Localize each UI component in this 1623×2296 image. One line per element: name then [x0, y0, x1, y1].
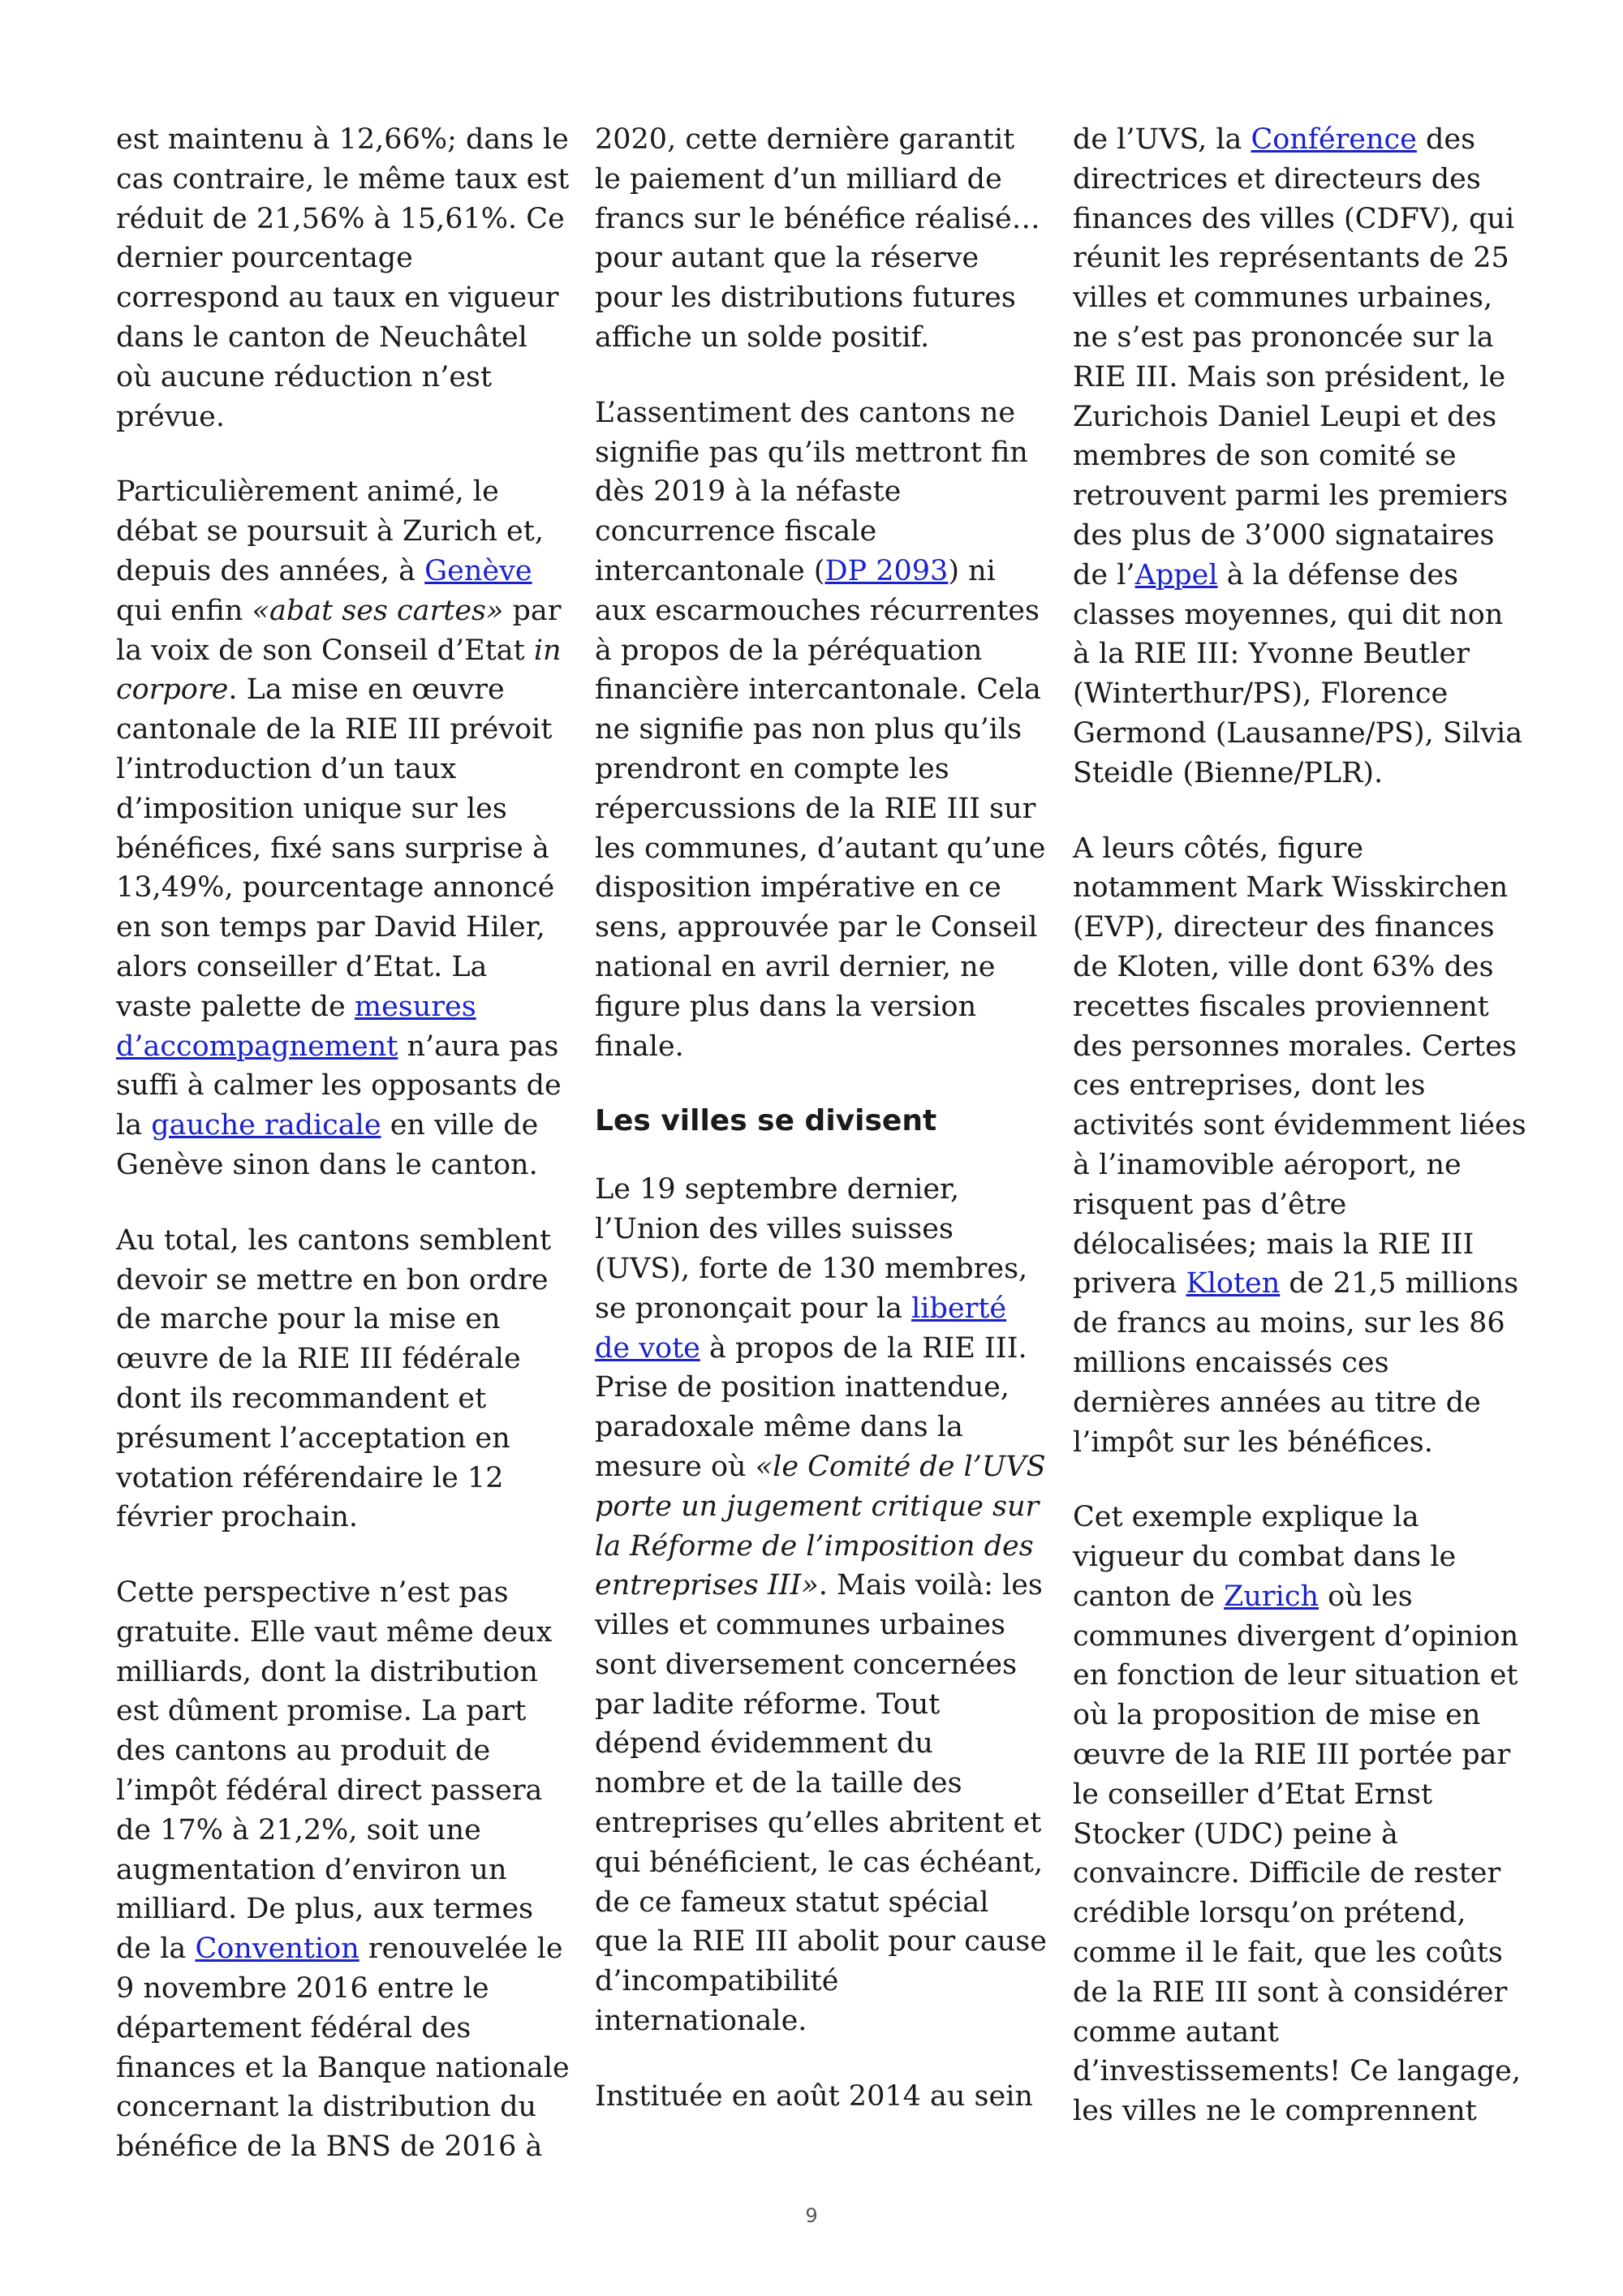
text-run: L’assentiment des cantons ne signifie pas qu’ils mettront fin dès 2019 à la néfaste concurrence fiscale intercantonale (	[595, 396, 1028, 587]
column-1	[116, 120, 570, 2203]
text-run: A leurs côtés, figure notamment Mark Wisskirchen (EVP), directeur des finances de Kloten, ville dont 63% des recettes fiscales proviennent des personnes morales. Certes ces entreprises, dont les activités sont évidemment liées à l’inamovible aéroport, ne risquent pas d’être délocalisées; mais la RIE III privera	[1073, 832, 1526, 1301]
link-dp-2093[interactable]: DP 2093	[824, 554, 949, 587]
paragraph	[116, 472, 570, 1185]
paragraph	[595, 1170, 1049, 2041]
text-run: à la défense des classes moyennes, qui dit non à la RIE III: Yvonne Beutler (Winterthur/PS), Florence Germond (Lausanne/PS), Silvia Steidle (Bienne/PLR).	[1073, 558, 1523, 789]
link-liberte-de-vote[interactable]: liberté de vote	[595, 1292, 1007, 1365]
text-run: Particulièrement animé, le débat se poursuit à Zurich et, depuis des années, à	[116, 475, 544, 587]
link-geneve[interactable]: Genève	[424, 554, 532, 587]
text-run: . La mise en œuvre cantonale de la RIE III prévoit l’introduction d’un taux d’imposition unique sur les bénéfices, fixé sans surprise à 13,49%, pourcentage annoncé en son temps par David Hiler, alors conseiller d’Etat. La vaste palette de	[116, 673, 555, 1023]
link-conference[interactable]: Conférence	[1251, 123, 1417, 156]
paragraph: Instituée en août 2014 au sein	[595, 2079, 1033, 2113]
quote: «le Comité de l’UVS porte un jugement critique sur la Réforme de l’imposition des entreprises III»	[595, 1450, 1046, 1602]
text-run: Le 19 septembre dernier, l’Union des villes suisses (UVS), forte de 130 membres, se prononçait pour la	[595, 1173, 1028, 1325]
link-kloten[interactable]: Kloten	[1186, 1267, 1281, 1301]
text-run: des directrices et directeurs des finances des villes (CDFV), qui réunit les représentants de 25 villes et communes urbaines, ne s’est pas prononcée sur la RIE III. Mais son président, le Zurichois Daniel Leupi et des membres de son comité se retrouvent parmi les premiers des plus de 3’000 signataires de l’	[1073, 123, 1515, 591]
link-mesures-accompagnement[interactable]: mesures d’accompagnement	[116, 990, 476, 1063]
paragraph	[1073, 120, 1527, 793]
column-3	[1073, 120, 1527, 2167]
text-run: Cet exemple explique la vigueur du combat dans le canton de	[1073, 1501, 1457, 1613]
text-run: de l’UVS, la	[1073, 123, 1251, 156]
column-2	[595, 120, 1049, 2152]
text-run: . Mais voilà: les villes et communes urbaines sont diversement concernées par ladite réforme. Tout dépend évidemment du nombre et de la taille des entreprises qu’elles abritent et qui bénéficient, le cas échéant, de ce fameux statut spécial que la RIE III abolit pour cause d’incompatibilité internationale.	[595, 1569, 1047, 2038]
text-run: qui enfin	[116, 594, 252, 627]
text-run: où les communes divergent d’opinion en fonction de leur situation et où la proposition de mise en œuvre de la RIE III portée par le conseiller d’Etat Ernst Stocker (UDC) peine à convaincre. Difficile de rester crédible lorsqu’on prétend, comme il le fait, que les coûts de la RIE III sont à considérer comme autant d’investissements! Ce langage, les villes ne le comprennent	[1073, 1580, 1522, 2128]
text-run: à propos de la RIE III. Prise de position inattendue, paradoxale même dans la mesure où	[595, 1331, 1027, 1483]
link-zurich[interactable]: Zurich	[1224, 1580, 1319, 1613]
paragraph: Au total, les cantons semblent devoir se mettre en bon ordre de marche pour la mise en œuvre de la RIE III fédérale dont ils recommandent et présument l’acceptation en votation référendaire le 12 février prochain.	[116, 1223, 552, 1534]
paragraph	[1073, 829, 1527, 1463]
paragraph	[116, 1573, 570, 2167]
text-run: renouvelée le 9 novembre 2016 entre le département fédéral des finances et la Banque nationale concernant la distribution du bénéfice de la BNS de 2016 à	[116, 1933, 570, 2164]
text-run: Cette perspective n’est pas gratuite. Elle vaut même deux milliards, dont la distribution est dûment promise. La part des cantons au produit de l’impôt fédéral direct passera de 17% à 21,2%, soit une augmentation d’environ un milliard. De plus, aux termes de la	[116, 1576, 553, 1966]
link-convention[interactable]: Convention	[195, 1933, 359, 1966]
paragraph	[1073, 1498, 1527, 2131]
quote: «abat ses cartes»	[252, 594, 504, 627]
text-run: en ville de Genève sinon dans le canton.	[116, 1109, 539, 1181]
link-appel[interactable]: Appel	[1134, 558, 1218, 591]
paragraph	[595, 393, 1049, 1067]
text-run: de 21,5 millions de francs au moins, sur les 86 millions encaissés ces dernières années au titre de l’impôt sur les bénéfices.	[1073, 1267, 1519, 1459]
link-gauche-radicale[interactable]: gauche radicale	[151, 1109, 381, 1142]
text-run: ) ni aux escarmouches récurrentes à propos de la péréquation financière intercantonale. Cela ne signifie pas non plus qu’ils prendront en compte les répercussions de la RIE III sur les communes, d’autant qu’une disposition impérative en ce sens, approuvée par le Conseil national en avril dernier, ne figure plus dans la version finale.	[595, 554, 1046, 1063]
in-corpore: in corpore	[116, 634, 562, 707]
text-run: par la voix de son Conseil d’Etat	[116, 594, 562, 667]
paragraph: est maintenu à 12,66%; dans le cas contraire, le même taux est réduit de 21,56% à 15,61%. Ce dernier pourcentage correspond au taux en vigueur dans le canton de Neuchâtel où aucune réduction n’est prévue.	[116, 123, 570, 433]
text-run: n’aura pas suffi à calmer les opposants de la	[116, 1030, 562, 1142]
page-number: 9	[805, 2204, 818, 2227]
section-heading: Les villes se divisent	[595, 1104, 937, 1138]
paragraph: 2020, cette dernière garantit le paiement d’un milliard de francs sur le bénéfice réalisé… pour autant que la réserve pour les distributions futures affiche un solde positif.	[595, 123, 1040, 354]
